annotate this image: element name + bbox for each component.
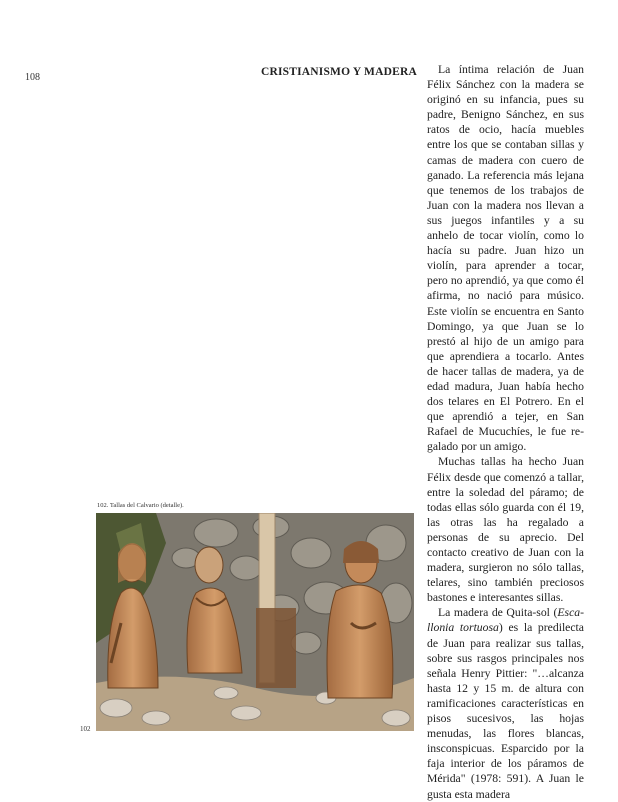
paragraph-3-part-b: ) es la predilecta de Juan para realizar sus tallas, sobre sus rasgos principales nos señala Henry Pittier: "…alcanza hasta 12 y 15 m. de altura con ramificaciones características en pisos sucesivos, las hojas menudas, las flores blancas, insconspicuas. Esparcido por la faja interior de los páramos de Mérida" (1978: 591). A Juan le gusta esta madera: [427, 621, 584, 801]
figure-caption: 102. Tallas del Calvario (detalle).: [97, 502, 184, 509]
paragraph-3-part-a: La madera de Quita-sol (: [438, 606, 558, 620]
figure-number: 102: [80, 725, 91, 733]
paragraph-3: [427, 605, 584, 801]
page-number: 108: [25, 72, 40, 83]
body-text-column: [427, 62, 584, 802]
paragraph-1: La íntima relación de Juan Félix Sánchez con la madera se originó en su infancia, pues su padre, Benigno Sánchez, en sus ratos de ocio, hacía muebles entre los que se contaban sillas y camas de madera con cuero de ganado. La referencia más lejana que tenemos de los trabajos de Juan con la madera nos llevan a sus juegos infantiles y a su anhelo de tocar violín, como lo hacía su padre. Juan hizo un violín, para aprender a tocar, pero no aprendió, ya que como él afirma, no nació para músico. Este violín se encuentra en Santo Domingo, ya que Juan se lo prestó al hijo de un amigo para que aprendiera a tocarlo. Antes de hacer tallas de madera, ya de edad madura, Juan había hecho dos telares en El Potrero. En el que aprendió a tejer, en San Rafael de Mucuchíes, le fue regalado por un amigo.: [427, 63, 584, 454]
figure-photo: [96, 513, 414, 731]
species-name: Escallonia tortuosa: [427, 606, 584, 635]
paragraph-2: Muchas tallas ha hecho Juan Félix desde que comenzó a tallar, entre la soledad del páramo; de todas ellas sólo guarda con él 19, las otras las ha regalado a personas de su aprecio. Del contacto creativo de Juan con la madera, surgieron no sólo tallas, telares, sino también preciosos bastones e interesantes sillas.: [427, 455, 584, 605]
section-title: CRISTIANISMO Y MADERA: [260, 66, 417, 78]
carved-figures-photo: [96, 513, 414, 731]
